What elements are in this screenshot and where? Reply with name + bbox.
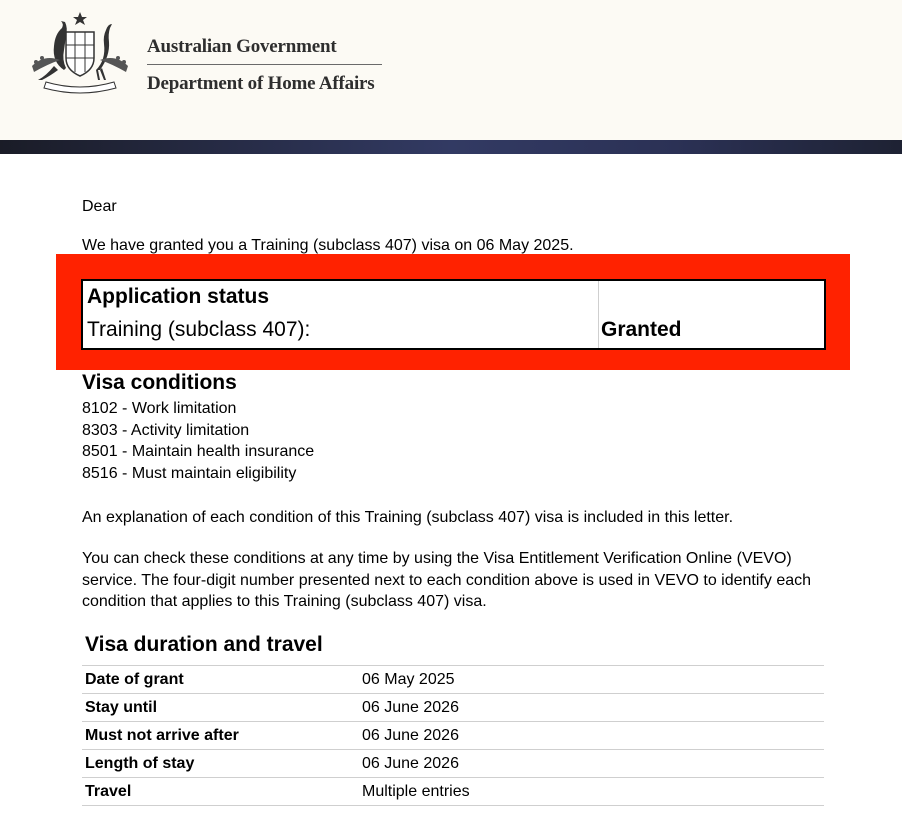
visa-type-label: Training (subclass 407): [87, 318, 311, 341]
table-row [82, 694, 824, 722]
duration-label: Stay until [82, 694, 359, 722]
vevo-note: You can check these conditions at any time by using the Visa Entitlement Verification Online (VEVO) service. The four-digit number presented next to each condition above is used in VEVO to identify each condition that applies to this Training (subclass 407) visa. [82, 550, 812, 611]
condition-item: 8102 - Work limitation [82, 400, 237, 417]
table-row [82, 666, 824, 694]
application-status-box [81, 279, 826, 350]
letterhead [0, 0, 902, 140]
header-band [0, 140, 902, 154]
department-name: Department of Home Affairs [147, 73, 375, 94]
status-title: Application status [87, 285, 270, 308]
condition-item: 8501 - Maintain health insurance [82, 443, 315, 461]
table-row [82, 750, 824, 778]
duration-label: Length of stay [82, 750, 359, 778]
duration-value: 06 June 2026 [359, 750, 824, 778]
visa-duration-table [82, 665, 824, 806]
condition-item: 8303 - Activity limitation [82, 421, 250, 439]
duration-label: Must not arrive after [82, 722, 359, 750]
visa-conditions-list [82, 398, 314, 484]
duration-value: 06 June 2026 [359, 694, 824, 722]
coat-of-arms-icon [24, 10, 136, 96]
status-column-divider [598, 281, 599, 348]
grant-intro: We have granted you a Training (subclass 407) visa on 06 May 2025. [82, 237, 574, 254]
duration-label: Travel [82, 778, 359, 806]
duration-value: 06 May 2025 [359, 666, 824, 694]
visa-conditions-heading: Visa conditions [82, 371, 237, 394]
condition-item: 8516 - Must maintain eligibility [82, 464, 297, 482]
salutation: Dear [82, 198, 117, 215]
status-value: Granted [601, 318, 682, 341]
duration-value: Multiple entries [359, 778, 824, 806]
table-row [82, 778, 824, 806]
duration-value: 06 June 2026 [359, 722, 824, 750]
government-name: Australian Government [147, 36, 337, 57]
letterhead-divider [147, 64, 382, 65]
visa-duration-heading: Visa duration and travel [85, 633, 323, 656]
conditions-explanation: An explanation of each condition of this Training (subclass 407) visa is included in this letter. [82, 509, 734, 526]
table-row [82, 722, 824, 750]
duration-label: Date of grant [82, 666, 359, 694]
